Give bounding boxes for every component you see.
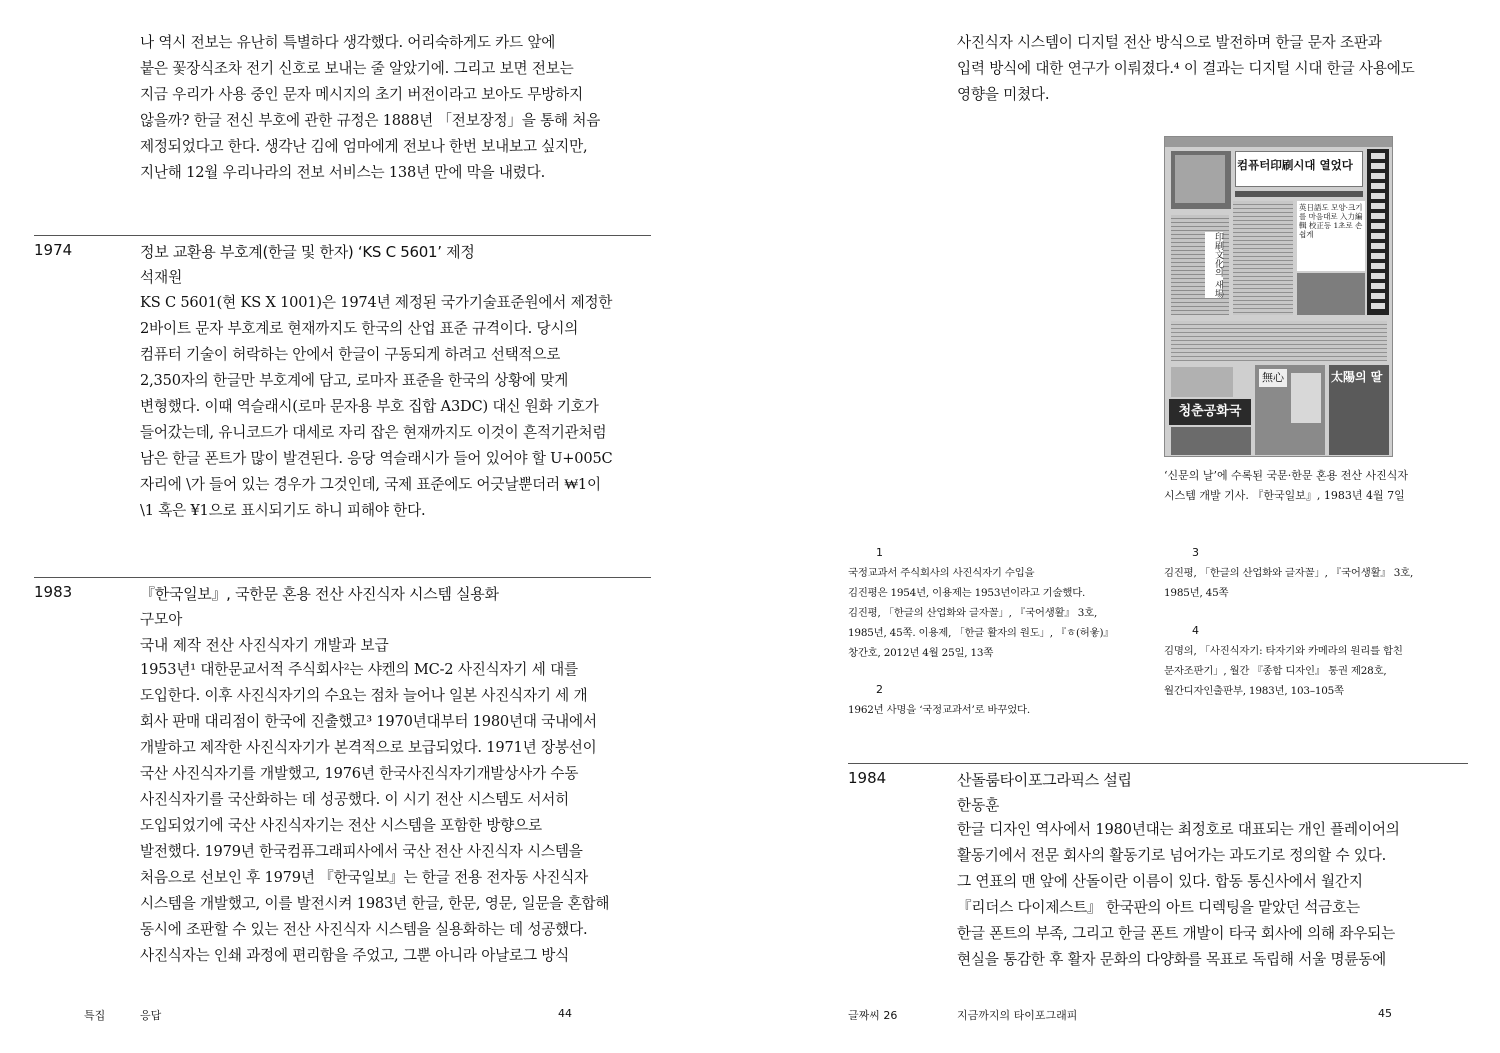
text-line: 입력 방식에 대한 연구가 이뤄졌다.⁴ 이 결과는 디지털 시대 한글 사용에도 <box>957 60 1415 77</box>
photo-inset-title-1: 청춘공화국 <box>1169 399 1251 425</box>
text-line: KS C 5601(현 KS X 1001)은 1974년 제정된 국가기술표준원에서 제정한 <box>140 294 613 311</box>
caption-line: 시스템 개발 기사. 『한국일보』, 1983년 4월 7일 <box>1164 489 1405 502</box>
text-line: 동시에 조판할 수 있는 전산 사진식자 시스템을 실용화하는 데 성공했다. <box>140 921 588 938</box>
text-line: 1953년¹ 대한문교서적 주식회사²는 샤켄의 MC-2 사진식자기 세 대를 <box>140 661 578 678</box>
entry-body <box>140 290 613 524</box>
text-line: 사진식자기를 국산화하는 데 성공했다. 이 시기 전산 시스템도 서서히 <box>140 791 570 808</box>
entry-year: 1984 <box>848 769 887 787</box>
text-line: \1 혹은 ¥1으로 표시되기도 하니 피해야 한다. <box>140 502 426 519</box>
text-line: 않을까? 한글 전신 부호에 관한 규정은 1888년 「전보장정」을 통해 처음 <box>140 112 601 129</box>
footnote-line: 1962년 사명을 ‘국정교과서’로 바꾸었다. <box>848 704 1030 716</box>
footnote-text <box>1164 563 1413 603</box>
text-line: 현실을 통감한 후 활자 문화의 다양화를 목표로 독립해 서울 명륜동에 <box>957 951 1387 968</box>
entry-year: 1983 <box>34 583 73 601</box>
text-line: 지금 우리가 사용 중인 문자 메시지의 초기 버전이라고 보아도 무방하지 <box>140 86 583 103</box>
text-line: 그 연표의 맨 앞에 산돌이란 이름이 있다. 합동 통신사에서 월간지 <box>957 873 1363 890</box>
text-line: 사진식자 시스템이 디지털 전산 방식으로 발전하며 한글 문자 조판과 <box>957 34 1382 51</box>
text-line: 국산 사진식자기를 개발했고, 1976년 한국사진식자기개발상사가 수동 <box>140 765 579 782</box>
entry-title: 『한국일보』, 국한문 혼용 전산 사진식자 시스템 실용화 <box>140 585 499 603</box>
text-line: 도입되었기에 국산 사진식자기는 전산 시스템을 포함한 방향으로 <box>140 817 542 834</box>
text-line: 자리에 \가 들어 있는 경우가 그것인데, 국제 표준에도 어긋날뿐더러 ₩1이 <box>140 476 601 493</box>
text-line: 한글 디자인 역사에서 1980년대는 최정호로 대표되는 개인 플레이어의 <box>957 821 1400 838</box>
text-line: 처음으로 선보인 후 1979년 『한국일보』는 한글 전용 전자동 사진식자 <box>140 869 589 886</box>
page-number: 45 <box>1378 1007 1392 1020</box>
page-number: 44 <box>558 1007 572 1020</box>
entry-author: 석재원 <box>140 269 183 286</box>
photo-inset-title-3: 太陽의 딸 <box>1331 370 1383 384</box>
text-line: 시스템을 개발했고, 이를 발전시켜 1983년 한글, 한문, 영문, 일문을 혼합해 <box>140 895 610 912</box>
photo-headline: 컴퓨터印刷시대 열었다 <box>1237 158 1353 172</box>
photo-inset-title-2: 無心 <box>1259 369 1287 387</box>
footnote-number: 4 <box>1192 624 1199 637</box>
footnote-number: 3 <box>1192 546 1199 559</box>
footnote-line: 1985년, 45쪽 <box>1164 587 1229 599</box>
text-line: 제정되었다고 한다. 생각난 김에 엄마에게 전보나 한번 보내보고 싶지만, <box>140 138 588 155</box>
entry-body <box>140 657 609 969</box>
footnote-line: 창간호, 2012년 4월 25일, 13쪽 <box>848 647 994 659</box>
footnote-text <box>848 563 1114 663</box>
footer-subsection: 응답 <box>140 1009 162 1022</box>
text-line: 붙은 꽃장식조차 전기 신호로 보내는 줄 알았기에. 그리고 보면 전보는 <box>140 60 574 77</box>
entry-author: 구모아 <box>140 611 183 628</box>
footnote-line: 월간디자인출판부, 1983년, 103–105쪽 <box>1164 685 1344 697</box>
photo-caption <box>1164 466 1408 506</box>
footnote-line: 국정교과서 주식회사의 사진식자기 수입을 <box>848 567 1035 579</box>
section-divider <box>848 763 1468 764</box>
footnote-line: 김명의, 「사진식자기: 타자기와 카메라의 원리를 합친 <box>1164 645 1403 657</box>
caption-line: ‘신문의 날’에 수록된 국문·한문 혼용 전산 사진식자 <box>1164 469 1408 482</box>
intro-paragraph <box>140 30 600 186</box>
footnote-line: 김진평, 「한글의 산업화와 글자꼴」, 『국어생활』 3호, <box>848 607 1098 619</box>
photo-side-headline: 英日語도 모양·크기를 마음대로 入力編輯 校正등 1초로 손쉽게 <box>1297 201 1365 271</box>
entry-title: 산돌룸타이포그라픽스 설립 <box>957 771 1132 789</box>
text-line: 변형했다. 이때 역슬래시(로마 문자용 부호 집합 A3DC) 대신 원화 기호가 <box>140 398 599 415</box>
footer-magazine: 글짜씨 26 <box>848 1009 898 1022</box>
text-line: 활동기에서 전문 회사의 활동기로 넘어가는 과도기로 정의할 수 있다. <box>957 847 1387 864</box>
footnote-number: 1 <box>876 546 883 559</box>
section-divider <box>34 235 651 236</box>
entry-title: 정보 교환용 부호계(한글 및 한자) ‘KS C 5601’ 제정 <box>140 243 475 261</box>
text-line: 한글 폰트의 부족, 그리고 한글 폰트 개발이 타국 회사에 의해 좌우되는 <box>957 925 1395 942</box>
footnote-line: 문자조판기」, 월간 『종합 디자인』 통권 제28호, <box>1164 665 1387 677</box>
text-line: 도입한다. 이후 사진식자기의 수요는 점차 늘어나 일본 사진식자기 세 개 <box>140 687 588 704</box>
text-line: 개발하고 제작한 사진식자기가 본격적으로 보급되었다. 1971년 장봉선이 <box>140 739 597 756</box>
text-line: 지난해 12월 우리나라의 전보 서비스는 138년 만에 막을 내렸다. <box>140 164 546 181</box>
photo-vertical-caption <box>1371 153 1385 313</box>
text-line: 영향을 미쳤다. <box>957 86 1050 103</box>
newspaper-photo <box>1164 136 1393 457</box>
footnote-line: 1985년, 45쪽. 이용제, 「한글 활자의 원도」, 『ㅎ(허읗)』 <box>848 627 1114 639</box>
footnote-text <box>1164 641 1403 701</box>
footnote-line: 김진평은 1954년, 이용제는 1953년이라고 기술했다. <box>848 587 1086 599</box>
section-divider <box>34 577 651 578</box>
intro-paragraph <box>957 30 1415 108</box>
text-line: 회사 판매 대리점이 한국에 진출했고³ 1970년대부터 1980년대 국내에서 <box>140 713 597 730</box>
text-line: 남은 한글 폰트가 많이 발견된다. 응당 역슬래시가 들어 있어야 할 U+005C <box>140 450 613 467</box>
footnote-line: 김진평, 「한글의 산업화와 글자꼴」, 『국어생활』 3호, <box>1164 567 1414 579</box>
text-line: 발전했다. 1979년 한국컴퓨그래피사에서 국산 전산 사진식자 시스템을 <box>140 843 583 860</box>
entry-year: 1974 <box>34 241 73 259</box>
photo-vertical-headline: 印刷文化의 새場 <box>1205 232 1223 298</box>
text-line: 컴퓨터 기술이 허락하는 안에서 한글이 구동되게 하려고 선택적으로 <box>140 346 561 363</box>
footer-section: 지금까지의 타이포그래피 <box>957 1009 1078 1022</box>
footnote-text <box>848 700 1030 720</box>
entry-body <box>957 817 1400 973</box>
entry-author: 한동훈 <box>957 797 1000 814</box>
text-line: 사진식자는 인쇄 과정에 편리함을 주었고, 그뿐 아니라 아날로그 방식 <box>140 947 570 964</box>
footer-section: 특집 <box>84 1009 106 1022</box>
text-line: 들어갔는데, 유니코드가 대세로 자리 잡은 현재까지도 이것이 흔적기관처럼 <box>140 424 607 441</box>
entry-subtitle: 국내 제작 전산 사진식자기 개발과 보급 <box>140 637 389 654</box>
text-line: 2바이트 문자 부호계로 현재까지도 한국의 산업 표준 규격이다. 당시의 <box>140 320 579 337</box>
text-line: 나 역시 전보는 유난히 특별하다 생각했다. 어리숙하게도 카드 앞에 <box>140 34 556 51</box>
text-line: 2,350자의 한글만 부호계에 담고, 로마자 표준을 한국의 상황에 맞게 <box>140 372 569 389</box>
text-line: 『리더스 다이제스트』 한국판의 아트 디렉팅을 맡았던 석금호는 <box>957 899 1360 916</box>
footnote-number: 2 <box>876 683 883 696</box>
